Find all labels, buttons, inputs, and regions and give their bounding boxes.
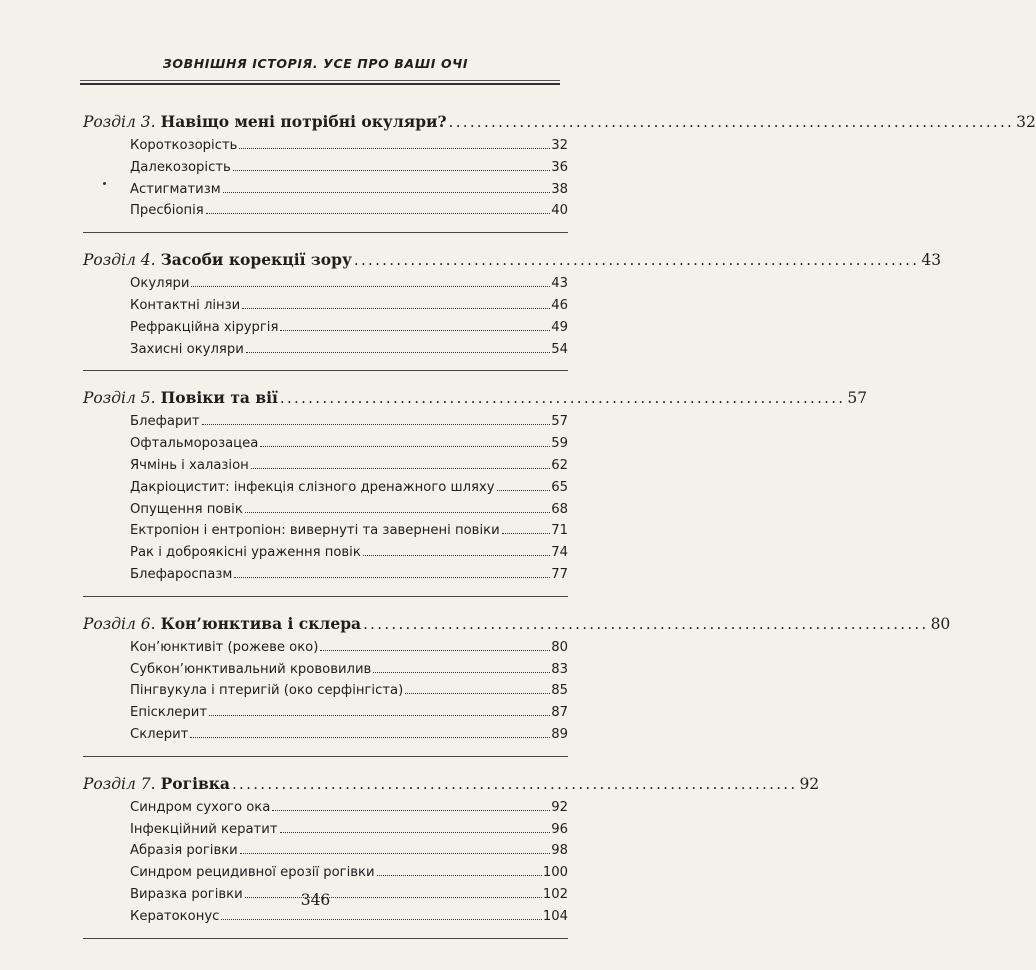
chapter-title: Навіщо мені потрібні окуляри?: [160, 112, 447, 131]
toc-entry: [83, 433, 568, 455]
entry-page-number: 104: [542, 908, 568, 924]
entry-leader: [497, 490, 551, 491]
entry-leader: [363, 555, 550, 556]
entry-title: Захисні окуляри: [130, 341, 244, 357]
toc-chapter-section: [83, 247, 942, 371]
toc-entry: [83, 659, 568, 681]
chapter-heading: [83, 771, 820, 797]
toc-entry: [83, 135, 568, 157]
entry-leader: [251, 468, 550, 469]
chapter-number: Розділ 3.: [83, 113, 156, 131]
entry-page-number: 85: [551, 683, 568, 699]
entry-title: Астигматизм: [130, 181, 221, 197]
entry-page-number: 100: [542, 865, 568, 881]
entry-title: Короткозорість: [130, 138, 238, 153]
entry-leader: [233, 170, 550, 171]
entry-leader: [234, 577, 550, 578]
entry-leader: [240, 853, 550, 854]
entry-page-number: 98: [551, 843, 568, 859]
entry-leader: [246, 352, 550, 353]
toc-entry: [83, 797, 568, 819]
entry-title: Рак і доброякісні ураження повік: [130, 545, 361, 561]
entry-leader: [320, 650, 550, 651]
entry-leader: [191, 286, 550, 287]
entry-title: Блефароспазм: [130, 566, 233, 582]
entry-page-number: 49: [551, 319, 568, 335]
entry-page-number: 83: [551, 661, 568, 677]
page-number: 346: [300, 891, 331, 909]
toc-entry: [83, 499, 568, 521]
chapter-number: Розділ 4.: [83, 251, 156, 270]
toc-entry: [83, 542, 568, 564]
toc-chapter-section: [83, 611, 951, 757]
toc-entry: [83, 520, 568, 542]
chapter-page-number: 92: [799, 774, 820, 793]
entry-page-number: 65: [551, 479, 568, 495]
entry-leader: [260, 446, 550, 447]
toc-entry: [83, 339, 568, 361]
entry-leader: [202, 424, 551, 425]
entry-leader: [245, 512, 550, 513]
entry-title: Опущення повік: [130, 501, 243, 517]
entry-title: Синдром сухого ока: [130, 799, 271, 815]
chapter-number: Розділ 6.: [83, 614, 156, 633]
entry-page-number: 46: [551, 297, 568, 313]
entry-title: Дакріоцистит: інфекція слізного дренажного шляху: [130, 479, 495, 495]
dot-leader: ................................................................................: [363, 614, 929, 633]
entry-page-number: 77: [551, 566, 568, 582]
entry-leader: [502, 533, 551, 534]
toc-entry: [83, 455, 568, 477]
chapter-page-number: 57: [847, 389, 868, 408]
entry-page-number: 80: [551, 639, 568, 655]
toc-entry: [83, 273, 568, 295]
entry-leader: [190, 737, 550, 738]
toc-entry: [83, 157, 568, 179]
dot-leader: ................................................................................: [279, 389, 846, 408]
entry-leader: [221, 919, 541, 920]
entry-page-number: 54: [551, 341, 568, 357]
entry-title: Кон’юнктивіт (рожеве око): [130, 639, 319, 655]
toc-entry: [83, 680, 568, 702]
table-of-contents: [83, 109, 1036, 953]
entry-page-number: 68: [551, 501, 568, 517]
toc-entry: [83, 637, 568, 659]
toc-chapter-section: [83, 109, 1036, 233]
toc-entry: [83, 477, 568, 499]
entry-title: Ячмінь і халазіон: [130, 457, 249, 473]
toc-entry: [83, 317, 568, 339]
toc-chapter-section: [83, 385, 868, 596]
entry-title: Епісклерит: [130, 705, 208, 721]
entry-title: Синдром рецидивної ерозії рогівки: [130, 865, 375, 881]
entry-page-number: 87: [551, 705, 568, 721]
toc-entry: [83, 862, 568, 884]
toc-entry: [83, 564, 568, 586]
chapter-page-number: 43: [921, 251, 942, 270]
entry-title: Пресбіопія: [130, 203, 204, 219]
toc-entry: [83, 179, 568, 201]
toc-entry: [83, 819, 568, 841]
toc-entry: [83, 411, 568, 433]
entry-title: Офтальморозацеа: [130, 436, 259, 452]
entry-leader: [206, 213, 550, 214]
toc-entry: [83, 702, 568, 724]
chapter-heading: [83, 611, 951, 637]
toc-entry: [83, 295, 568, 317]
entry-leader: [373, 672, 550, 673]
chapter-page-number: 32: [1016, 113, 1036, 131]
entry-title: Контактні лінзи: [130, 297, 241, 313]
entry-leader: [209, 715, 550, 716]
chapter-page-number: 80: [930, 614, 951, 633]
entry-leader: [405, 693, 550, 694]
toc-entry: [83, 200, 568, 222]
dot-leader: ................................................................................: [353, 251, 920, 270]
entry-title: Склерит: [130, 726, 189, 742]
entry-leader: [280, 330, 550, 331]
entry-page-number: 38: [551, 181, 568, 197]
entry-page-number: 36: [551, 159, 568, 175]
entry-page-number: 102: [542, 886, 568, 902]
chapter-heading: [83, 109, 1036, 135]
entry-page-number: 43: [551, 276, 568, 292]
entry-page-number: 71: [551, 523, 568, 539]
entry-page-number: 57: [551, 414, 568, 430]
chapter-title: Кон’юнктива і склера: [160, 613, 362, 633]
entry-title: Далекозорість: [130, 159, 231, 175]
entry-page-number: 74: [551, 545, 568, 561]
entry-page-number: 62: [551, 457, 568, 473]
chapter-heading: [83, 385, 868, 411]
entry-title: Виразка рогівки: [130, 886, 243, 902]
entry-title: Абразія рогівки: [130, 843, 238, 859]
running-head: ЗОВНІШНЯ ІСТОРІЯ. УСЕ ПРО ВАШІ ОЧІ: [162, 56, 469, 71]
entry-title: Кератоконус: [130, 908, 220, 924]
entry-title: Блефарит: [130, 414, 200, 430]
dot-leader: ................................................................................: [231, 774, 798, 793]
entry-page-number: 40: [551, 203, 568, 219]
entry-title: Окуляри: [130, 276, 190, 292]
entry-leader: [377, 875, 542, 876]
toc-entry: [83, 840, 568, 862]
entry-title: Рефракційна хірургія: [130, 319, 279, 335]
entry-title: Ектропіон і ентропіон: вивернуті та завернені повіки: [130, 523, 500, 539]
entry-page-number: 92: [551, 799, 568, 815]
entry-title: Субкон’юнктивальний крововилив: [130, 661, 372, 677]
entry-page-number: 89: [551, 726, 568, 742]
entry-leader: [272, 810, 550, 811]
chapter-number: Розділ 5.: [83, 389, 156, 408]
dot-leader: ................................................................................: [448, 113, 1015, 131]
header-rule-thick: [80, 83, 560, 85]
entry-page-number: 32: [551, 138, 568, 153]
chapter-number: Розділ 7.: [83, 774, 156, 793]
header-rule-thin: [80, 80, 560, 81]
entry-leader: [239, 148, 550, 149]
entry-leader: [223, 192, 551, 193]
entry-page-number: 96: [551, 821, 568, 837]
chapter-heading: [83, 247, 942, 273]
entry-page-number: 59: [551, 436, 568, 452]
entry-title: Інфекційний кератит: [130, 821, 278, 837]
toc-entry: [83, 724, 568, 746]
chapter-title: Повіки та вії: [160, 388, 278, 408]
entry-title: Пінгвукула і птеригій (око серфінгіста): [130, 683, 404, 699]
entry-leader: [242, 308, 550, 309]
chapter-title: Рогівка: [160, 773, 230, 793]
chapter-title: Засоби корекції зору: [160, 250, 352, 270]
toc-chapter-section: [83, 771, 820, 939]
entry-leader: [280, 832, 551, 833]
